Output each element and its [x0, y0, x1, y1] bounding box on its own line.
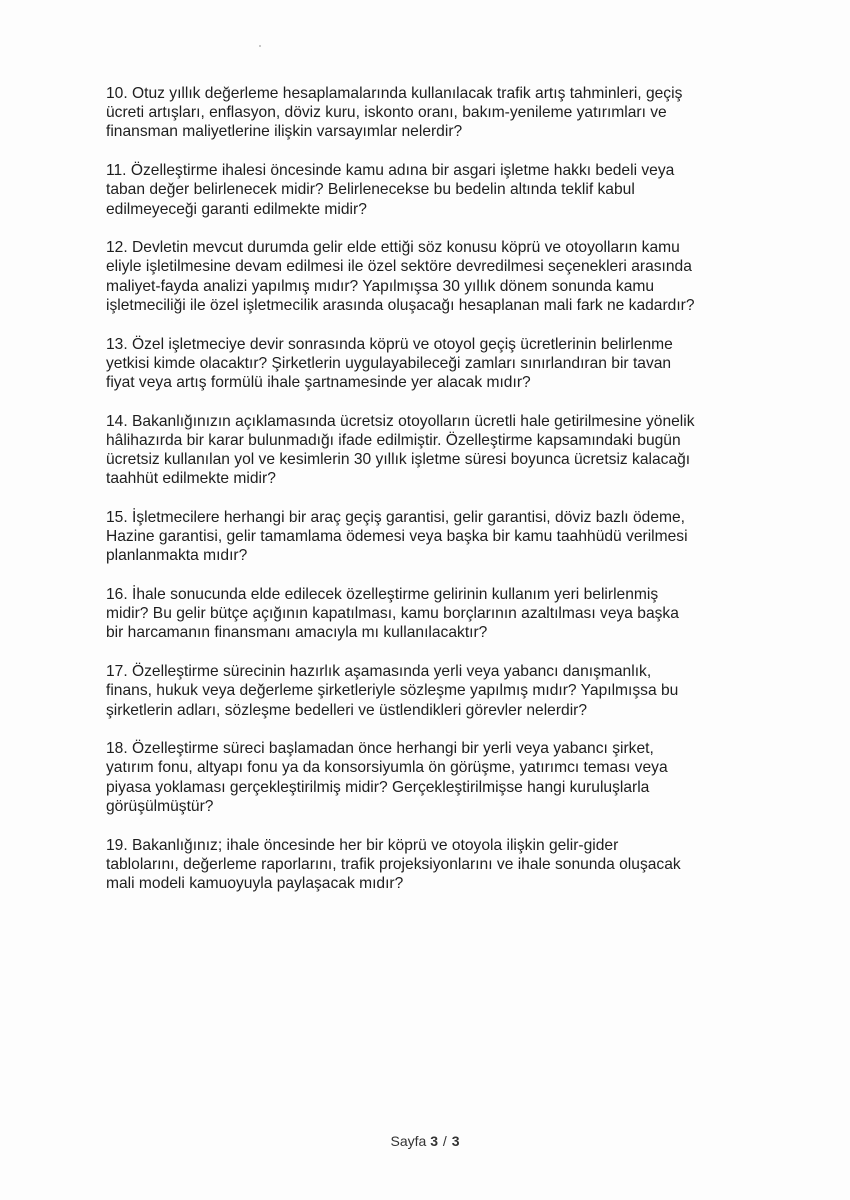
question-line: edilmeyeceği garanti edilmekte midir? — [106, 200, 367, 218]
question-line: 11. Özelleştirme ihalesi öncesinde kamu adına bir asgari işletme hakkı bedeli veya — [106, 162, 675, 180]
question-line: mali modeli kamuoyuyla paylaşacak mıdır? — [106, 875, 404, 892]
page-label: Sayfa — [390, 1133, 427, 1149]
question-line: yatırım fonu, altyapı fonu ya da konsorsiyumla ön görüşme, yatırımcı teması veya — [106, 759, 668, 777]
question-line: 18. Özelleştirme süreci başlamadan önce herhangi bir yerli veya yabancı şirket, — [106, 740, 654, 758]
question-18 — [106, 739, 754, 816]
question-line: piyasa yoklaması gerçekleştirilmiş midir? Gerçekleştirilmişse hangi kuruluşlarla — [106, 778, 650, 796]
question-line: ücreti artışları, enflasyon, döviz kuru, iskonto oranı, bakım-yenileme yatırımları ve — [106, 104, 667, 122]
question-11 — [106, 161, 754, 219]
page-number — [0, 1133, 850, 1149]
question-line: 12. Devletin mevcut durumda gelir elde ettiği söz konusu köprü ve otoyolların kamu — [106, 239, 680, 257]
question-17 — [106, 662, 754, 720]
question-line: şirketlerin adları, sözleşme bedelleri ve üstlendikleri görevler nelerdir? — [106, 701, 588, 719]
question-line: hâlihazırda bir karar bulunmadığı ifade edilmiştir. Özelleştirme kapsamındaki bugün — [106, 431, 681, 449]
question-line: tablolarını, değerleme raporlarını, trafik projeksiyonlarını ve ihale sonunda oluşacak — [106, 855, 681, 873]
question-line: planlanmakta mıdır? — [106, 547, 248, 565]
question-line: işletmeciliği ile özel işletmecilik arasında oluşacağı hesaplanan mali fark ne kadardır? — [106, 296, 695, 314]
question-line: 17. Özelleştirme sürecinin hazırlık aşamasında yerli veya yabancı danışmanlık, — [106, 663, 652, 681]
page-total: 3 — [451, 1133, 460, 1149]
question-line: taahhüt edilmekte midir? — [106, 470, 276, 488]
question-line: finans, hukuk veya değerleme şirketleriyle sözleşme yapılmış mıdır? Yapılmışsa bu — [106, 682, 679, 700]
question-line: 15. İşletmecilere herhangi bir araç geçiş garantisi, gelir garantisi, döviz bazlı ödeme, — [106, 508, 685, 526]
question-line: yetkisi kimde olacaktır? Şirketlerin uygulayabileceği zamları sınırlandıran bir tavan — [106, 354, 672, 372]
question-line: 14. Bakanlığınızın açıklamasında ücretsiz otoyolların ücretli hale getirilmesine yönelik — [106, 412, 695, 430]
question-16 — [106, 585, 754, 643]
question-12 — [106, 238, 754, 315]
question-line: taban değer belirlenecek midir? Belirlenecekse bu bedelin altında teklif kabul — [106, 181, 635, 199]
question-line: 10. Otuz yıllık değerleme hesaplamalarında kullanılacak trafik artış tahminleri, geçiş — [106, 85, 683, 102]
question-15 — [106, 508, 754, 566]
question-line: ücretsiz kullanılan yol ve kesimlerin 30 yıllık işletme süresi boyunca ücretsiz kalacağı — [106, 451, 691, 469]
question-line: 19. Bakanlığınız; ihale öncesinde her bir köprü ve otoyola ilişkin gelir-gider — [106, 836, 619, 854]
scan-speck — [259, 45, 261, 47]
question-line: eliyle işletilmesine devam edilmesi ile özel sektöre devredilmesi seçenekleri arasında — [106, 258, 692, 276]
question-line: fiyat veya artış formülü ihale şartnamesinde yer alacak mıdır? — [106, 373, 531, 391]
question-line: 16. İhale sonucunda elde edilecek özelleştirme gelirinin kullanım yeri belirlenmiş — [106, 586, 659, 604]
page-current: 3 — [430, 1133, 439, 1149]
question-line: 13. Özel işletmeciye devir sonrasında köprü ve otoyol geçiş ücretlerinin belirlenme — [106, 335, 673, 353]
question-14 — [106, 412, 754, 489]
question-line: bir harcamanın finansmanı amacıyla mı kullanılacaktır? — [106, 624, 488, 642]
question-line: midir? Bu gelir bütçe açığının kapatılması, kamu borçlarının azaltılması veya başka — [106, 605, 679, 623]
question-line: görüşülmüştür? — [106, 797, 214, 815]
question-19 — [106, 836, 754, 894]
question-10 — [106, 84, 754, 142]
question-line: finansman maliyetlerine ilişkin varsayımlar nelerdir? — [106, 123, 463, 141]
question-line: Hazine garantisi, gelir tamamlama ödemesi veya başka bir kamu taahhüdü verilmesi — [106, 528, 688, 546]
question-13 — [106, 335, 754, 393]
question-list — [106, 84, 754, 913]
question-line: maliyet-fayda analizi yapılmış mıdır? Yapılmışsa 30 yıllık dönem sonunda kamu — [106, 277, 655, 295]
page-separator: / — [442, 1133, 447, 1149]
